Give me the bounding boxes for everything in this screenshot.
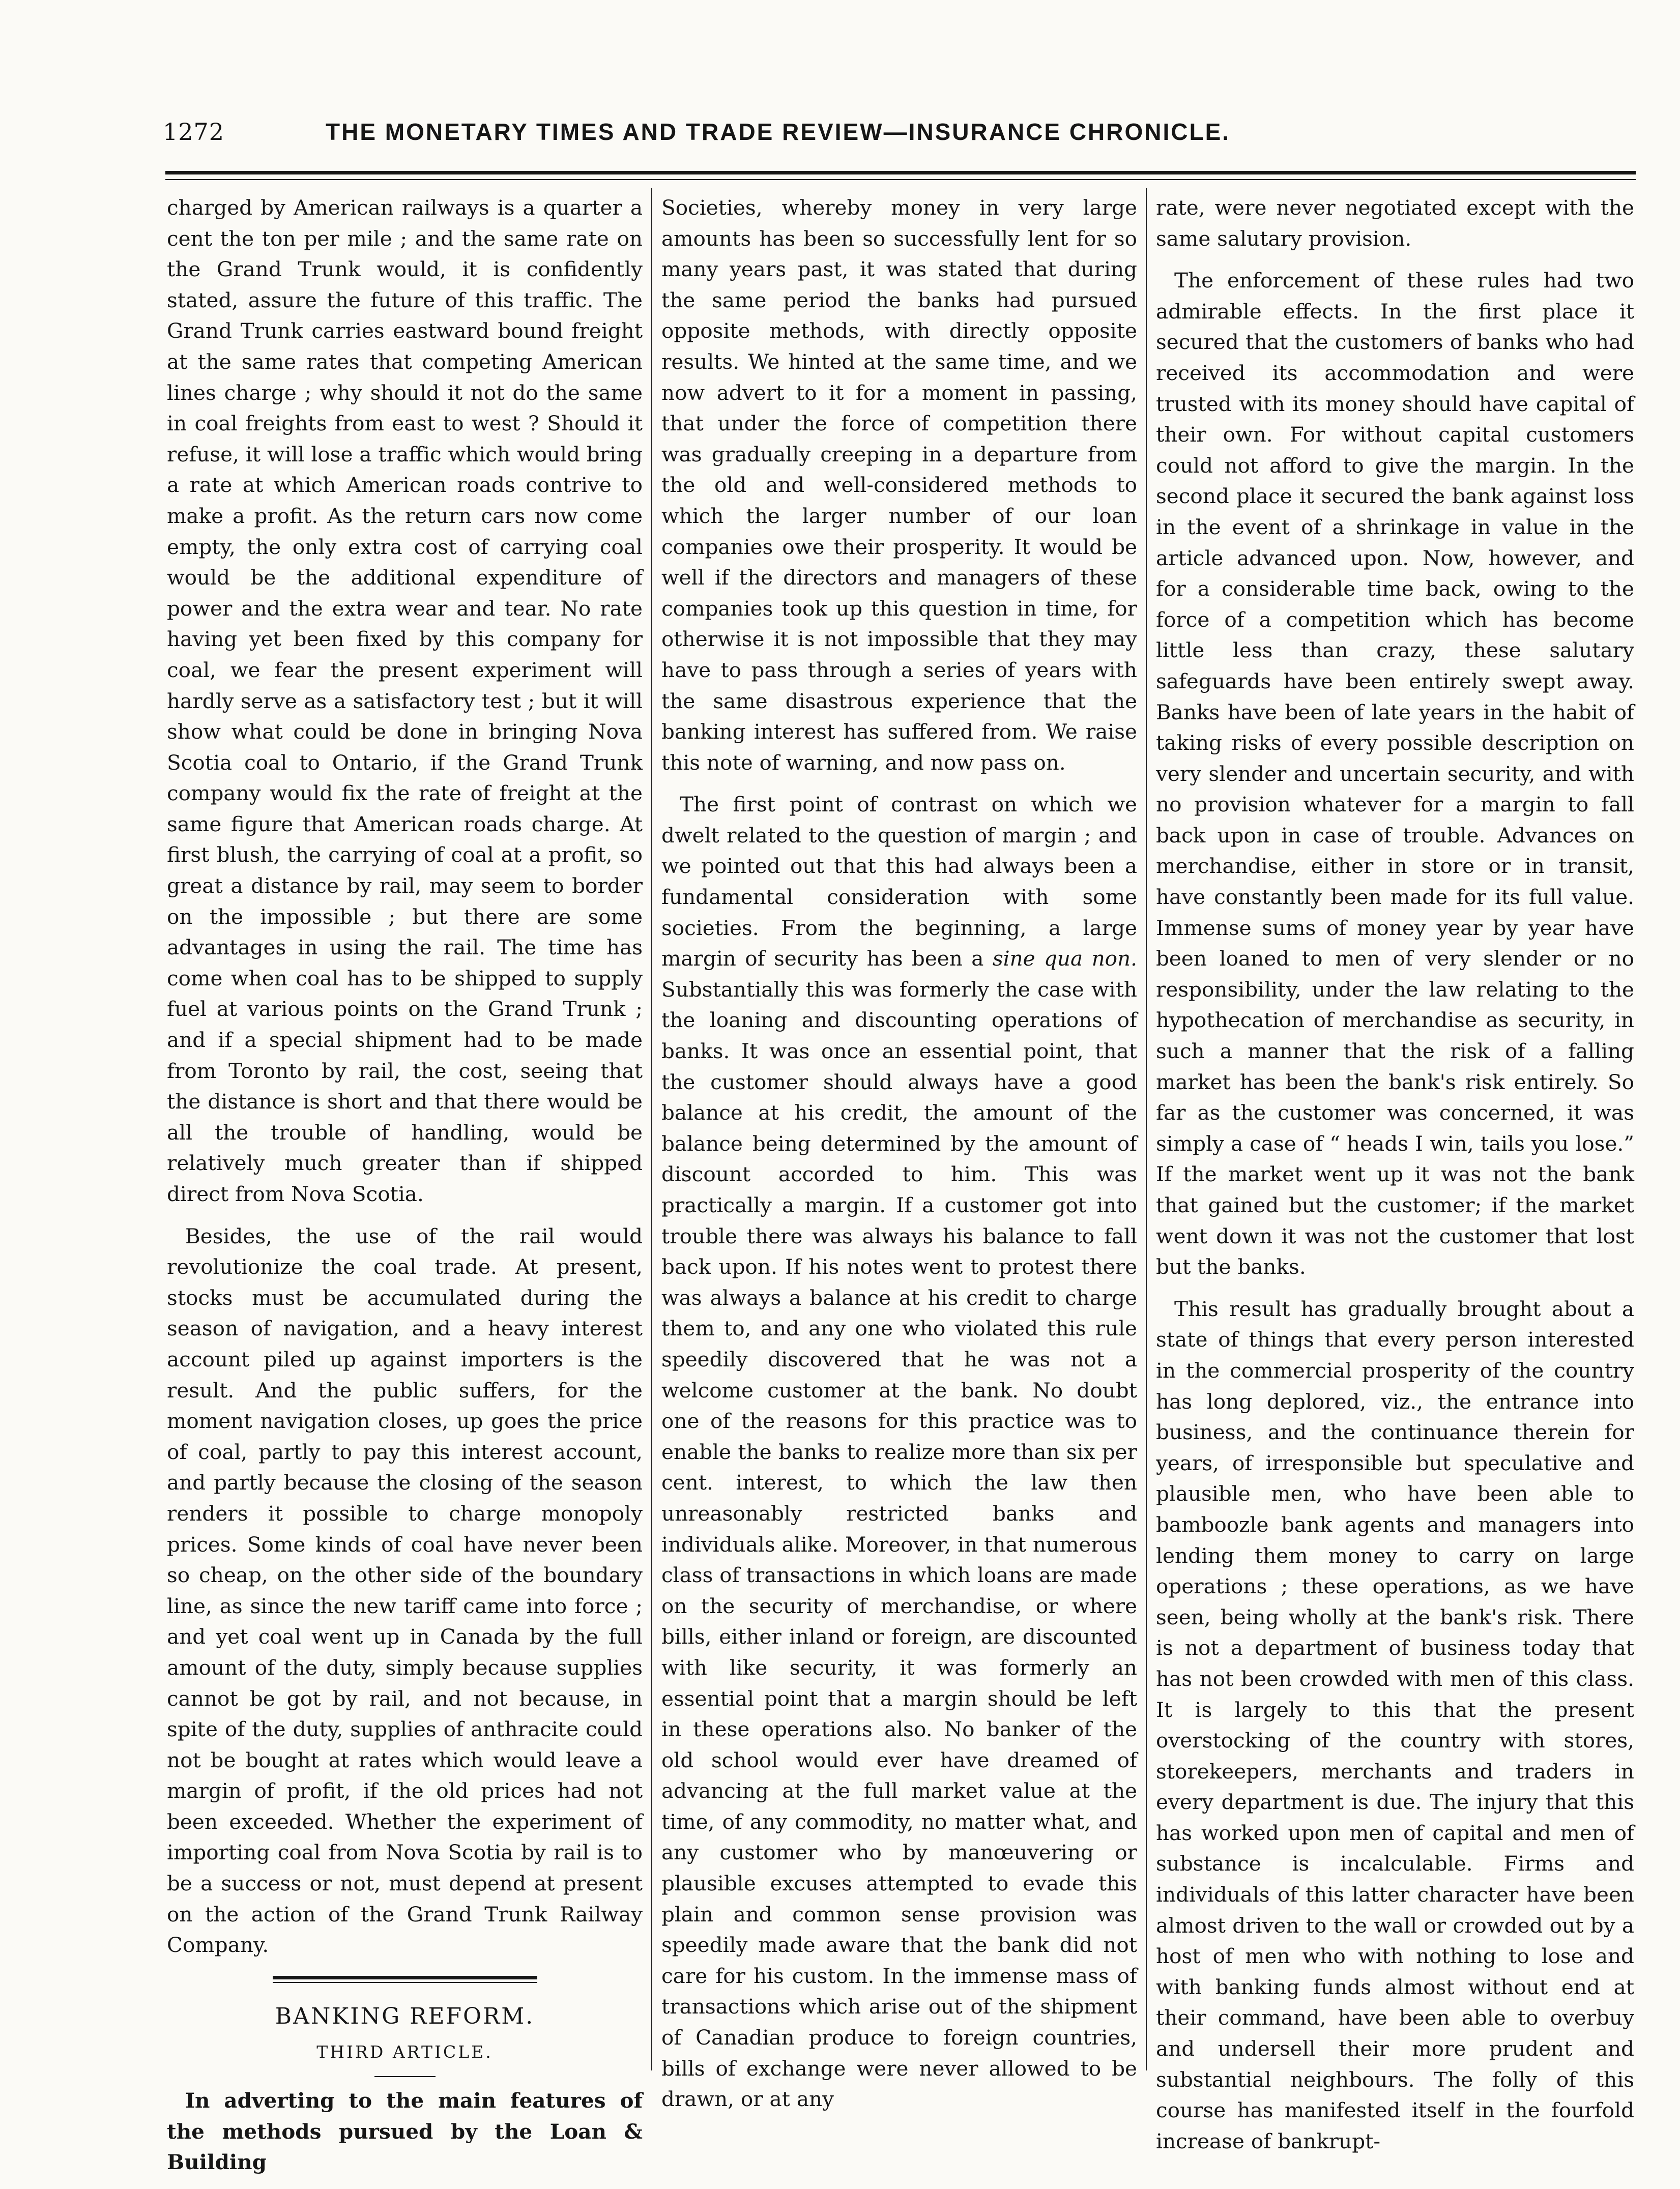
section-title: BANKING REFORM. bbox=[275, 2003, 535, 2029]
column-1 bbox=[167, 192, 643, 2189]
paragraph: rate, were never negotiated except with the same salutary provision. bbox=[1156, 195, 1634, 251]
section-separator bbox=[273, 1976, 537, 1983]
column-2 bbox=[661, 192, 1137, 2126]
page-header bbox=[163, 118, 1643, 154]
column-divider bbox=[1146, 188, 1147, 2070]
text-run: Substantially this was formerly the case with the loaning and discounting operations of banks. It was once an essential point, that the customer should always have a good balance at his credit, the amount of the balance being determined by the amount of discount accorded to him. This was practically a margin. If a customer got into trouble there was always his balance to fall back upon. If his notes went to protest there was always a balance at his credit to charge them to, and any one who violated this rule speedily discovered that he was not a welcome customer at the bank. No doubt one of the reasons for this practice was to enable the banks to realize more than six per cent. interest, to which the law then unreasonably restricted banks and individuals alike. Moreover, in that numerous class of transactions in which loans are made on the security of merchandise, or where bills, either inland or foreign, are discounted with like security, it was formerly an essential point that a margin should be left in these operations also. No banker of the old school would ever have dreamed of advancing at the full market value at the time, of any commodity, no matter what, and any customer who by manœuvering or plausible excuses attempted to evade this plain and common sense provision was speedily made aware that the bank did not care for his custom. In the immense mass of transactions which arise out of the shipment of Canadian produce to foreign countries, bills of exchange were never allowed to be drawn, or at any bbox=[661, 977, 1137, 2112]
column-3 bbox=[1156, 192, 1634, 2168]
section-subtitle: THIRD ARTICLE. bbox=[316, 2042, 493, 2062]
header-rule-thin bbox=[165, 179, 1636, 180]
paragraph: The enforcement of these rules had two admirable effects. In the first place it secured that the customers of banks who had received its accommodation and were trusted with its money should have capital of their own. For without capital customers could not afford to give the margin. In the second place it secured the bank against loss in the event of a shrinkage in value in the article advanced upon. Now, however, and for a considerable time back, owing to the force of a competition which has become little less than crazy, these salutary safeguards have been entirely swept away. Banks have been of late years in the habit of taking risks of every possible description on very slender and uncertain security, and with no provision whatever for a margin to fall back upon in case of trouble. Advances on merchandise, either in store or in transit, have constantly been made for its full value. Immense sums of money year by year have been loaned to men of very slender or no responsibility, under the law relating to the hypothecation of merchandise as security, in such a manner that the risk of a falling market has been the bank's risk entirely. So far as the customer was concerned, it was simply a case of “ heads I win, tails you lose.” If the market went up it was not the bank that gained but the customer; if the market went down it was not the customer that lost but the banks. bbox=[1156, 268, 1634, 1279]
paragraph: charged by American railways is a quarter a cent the ton per mile ; and the same rate on the Grand Trunk would, it is confidently stated, assure the future of this traffic. The Grand Trunk carries eastward bound freight at the same rates that competing American lines charge ; why should it not do the same in coal freights from east to west ? Should it refuse, it will lose a traffic which would bring a rate at which American roads contrive to make a profit. As the return cars now come empty, the only extra cost of carrying coal would be the additional expenditure of power and the extra wear and tear. No rate having yet been fixed by this company for coal, we fear the present experiment will hardly serve as a satisfactory test ; but it will show what could be done in bringing Nova Scotia coal to Ontario, if the Grand Trunk company would fix the rate of freight at the same figure that American roads charge. At first blush, the carrying of coal at a profit, so great a distance by rail, may seem to border on the impossible ; but there are some advantages in using the rail. The time has come when coal has to be shipped to supply fuel at various points on the Grand Trunk ; and if a special shipment had to be made from Toronto by rail, the cost, seeing that the distance is short and that there would be all the trouble of handling, would be relatively much greater than if shipped direct from Nova Scotia. bbox=[167, 195, 643, 1206]
paragraph: In adverting to the main features of the methods pursued by the Loan & Building bbox=[167, 2088, 643, 2175]
page-number: 1272 bbox=[163, 118, 225, 145]
italic-phrase: sine qua non. bbox=[992, 946, 1138, 971]
column-divider bbox=[651, 188, 652, 2070]
paragraph: Societies, whereby money in very large amounts has been so successfully lent for so many years past, it was stated that during the same period the banks had pursued opposite methods, with directly opposite results. We hinted at the same time, and we now advert to it for a moment in passing, that under the force of competition there was gradually creeping in a departure from the old and well-considered methods to which the larger number of our loan companies owe their prosperity. It would be well if the directors and managers of these companies took up this question in time, for otherwise it is not impossible that they may have to pass through a series of years with the same disastrous experience that the banking interest has suffered from. We raise this note of warning, and now pass on. bbox=[661, 195, 1137, 775]
masthead-title: THE MONETARY TIMES AND TRADE REVIEW—INSURANCE CHRONICLE. bbox=[326, 119, 1231, 145]
paragraph bbox=[661, 789, 1137, 2115]
subtitle-rule bbox=[374, 2076, 436, 2077]
paragraph: This result has gradually brought about a state of things that every person interested in the commercial prosperity of the country has long deplored, viz., the entrance into business, and the continuance therein for years, of irresponsible but speculative and plausible men, who have been able to bamboozle bank agents and managers into lending them money to carry on large operations ; these operations, as we have seen, being wholly at the bank's risk. There is not a department of business today that has not been crowded with men of this class. It is largely to this that the present overstocking of the country with stores, storekeepers, merchants and traders in every department is due. The injury that this has worked upon men of capital and men of substance is incalculable. Firms and individuals of this latter character have been almost driven to the wall or crowded out by a host of men who with nothing to lose and with banking funds almost without end at their command, have been able to overbuy and undersell their more prudent and substantial neighbours. The folly of this course has manifested itself in the fourfold increase of bankrupt- bbox=[1156, 1296, 1634, 2153]
paragraph: Besides, the use of the rail would revolutionize the coal trade. At present, stocks must be accumulated during the season of navigation, and a heavy interest account piled up against importers is the result. And the public suffers, for the moment navigation closes, up goes the price of coal, partly to pay this interest account, and partly because the closing of the season renders it possible to charge monopoly prices. Some kinds of coal have never been so cheap, on the other side of the boundary line, as since the new tariff came into force ; and yet coal went up in Canada by the full amount of the duty, simply because supplies cannot be got by rail, and not because, in spite of the duty, supplies of anthracite could not be bought at rates which would leave a margin of profit, if the old prices had not been exceeded. Whether the experiment of importing coal from Nova Scotia by rail is to be a success or not, must depend at present on the action of the Grand Trunk Railway Company. bbox=[167, 1223, 643, 1958]
text-run: The first point of contrast on which we dwelt related to the question of margin ; and we pointed out that this had always been a fundamental consideration with some societies. From the beginning, a large margin of security has been a bbox=[661, 792, 1137, 971]
header-rule-thick bbox=[165, 171, 1636, 174]
